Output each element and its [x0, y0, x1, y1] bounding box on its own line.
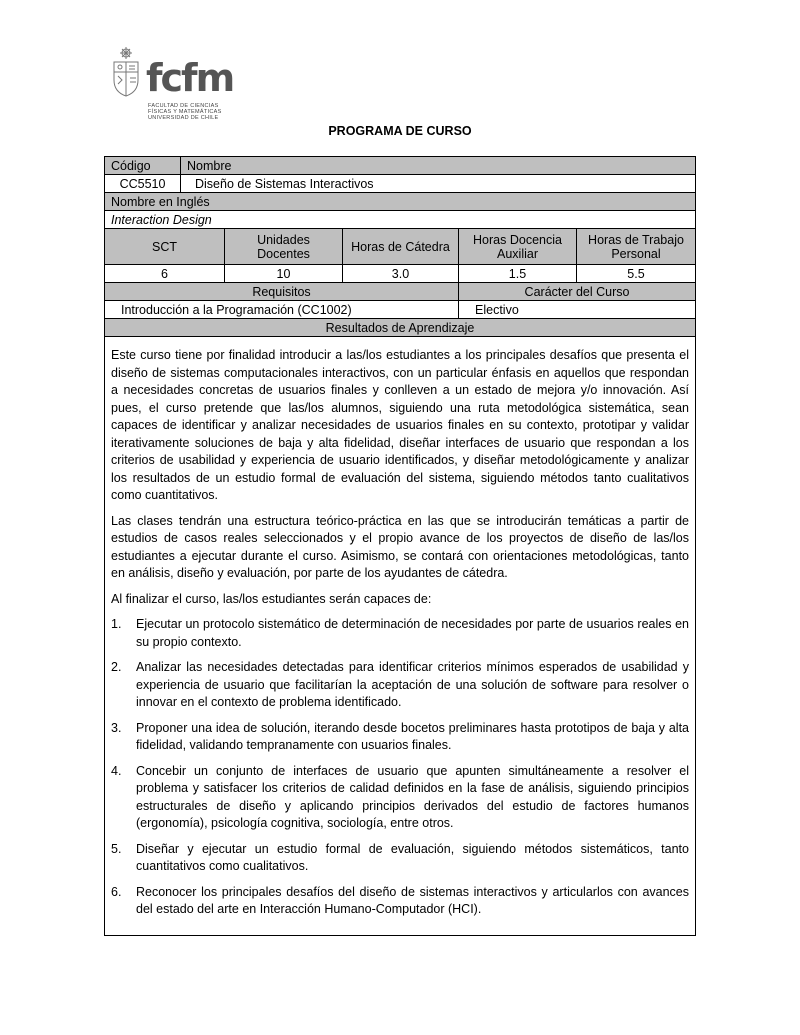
course-program-table: [104, 156, 696, 936]
learning-outcomes-header-row: [105, 319, 695, 337]
logo-wordmark: fcfm: [146, 56, 234, 100]
course-name: Diseño de Sistemas Interactivos: [195, 176, 374, 191]
requirements-value: Introducción a la Programación (CC1002): [105, 301, 459, 318]
list-item: [111, 884, 689, 919]
teaching-units-value: 10: [225, 265, 343, 282]
list-item-number: 5.: [111, 841, 122, 856]
sct-value: 6: [105, 265, 225, 282]
list-item-number: 1.: [111, 617, 122, 631]
hours-value-row: [105, 265, 695, 283]
requirements-header-row: [105, 283, 695, 301]
hours-header-row: [105, 229, 695, 265]
methodology-paragraph: Las clases tendrán una estructura teórico-práctica en las que se introducirán temáticas a partir de estudios de casos reales seleccionados y el propio avance de los proyectos de diseño de las/los estudiantes a ejecutar durante el curso. Asimismo, se contará con orientaciones metodológicas, tanto en análisis, diseño y evaluación, por parte de los ayudantes de cátedra.: [111, 513, 689, 580]
list-item-number: 4.: [111, 763, 122, 778]
document-title: PROGRAMA DE CURSO: [328, 124, 472, 138]
name-label: Nombre: [187, 158, 232, 173]
list-item-number: 2.: [111, 660, 122, 674]
teaching-units-header: Unidades Docentes: [225, 229, 343, 264]
auxiliary-hours-header: Horas Docencia Auxiliar: [459, 229, 577, 264]
english-name-row: [105, 211, 695, 229]
english-name: Interaction Design: [111, 212, 212, 227]
logo-subtitle: FACULTAD DE CIENCIAS FÍSICAS Y MATEMÁTICAS UNIVERSIDAD DE CHILE: [148, 103, 222, 121]
code-label: Código: [105, 157, 181, 174]
english-name-header-row: [105, 193, 695, 211]
list-item-text: Ejecutar un protocolo sistemático de determinación de necesidades por parte de usuarios reales en su propio contexto.: [136, 617, 689, 649]
faculty-logo: [108, 46, 243, 126]
description-paragraph: Este curso tiene por finalidad introducir a las/los estudiantes a los principales desafíos que presenta el diseño de sistemas computacionales interactivos, con un particular énfasis en aquellos que respondan a necesidades concretas de usuarios finales y conlleven a un estado de mejora y/o innovación. Así pues, el curso pretende que las/los alumnos, siguiendo una ruta metodológica sistemática, sean capaces de identificar y analizar necesidades de usuarios finales en su contexto, prototipar y validar iterativamente soluciones de baja y alta fidelidad, diseñar interfaces de usuario que respondan a los criterios de usabilidad y experiencia de usuario identificados, y diseñar metodológicamente y analizar los resultados de un estudio formal de evaluación del sistema, siguiendo métodos tanto cualitativos como cuantitativos.: [111, 348, 689, 502]
course-character-label: Carácter del Curso: [524, 284, 630, 299]
list-item-text: Proponer una idea de solución, iterando desde bocetos preliminares hasta prototipos de baja y alta fidelidad, validando tempranamente con usuarios finales.: [136, 720, 689, 752]
list-item: [111, 841, 689, 876]
list-item: [111, 720, 689, 755]
lecture-hours-header: Horas de Cátedra: [343, 229, 459, 264]
personal-work-hours-value: 5.5: [627, 266, 645, 281]
list-item: [111, 616, 689, 651]
lecture-hours-value: 3.0: [343, 265, 459, 282]
requirements-label: Requisitos: [105, 283, 459, 300]
code-name-value-row: [105, 175, 695, 193]
learning-outcomes-body: [111, 347, 689, 927]
objectives-intro: Al finalizar el curso, las/los estudiantes serán capaces de:: [111, 591, 432, 606]
list-item-text: Concebir un conjunto de interfaces de usuario que apunten simultáneamente a resolver el problema y satisfacer los criterios de calidad definidos en la fase de análisis, siguiendo principios estructurales de diseño y aplicando principios derivados del estudio de factores humanos (ergonomía), psicología cognitiva, sociología, entre otros.: [136, 763, 689, 830]
auxiliary-hours-value: 1.5: [459, 265, 577, 282]
sct-header: SCT: [105, 229, 225, 264]
list-item: [111, 659, 689, 712]
requirements-value-row: [105, 301, 695, 319]
university-seal-icon: [108, 46, 144, 98]
list-item-text: Reconocer los principales desafíos del diseño de sistemas interactivos y articularlos con avances del estado del arte en Interacción Humano-Computador (HCI).: [136, 884, 689, 916]
list-item-text: Diseñar y ejecutar un estudio formal de evaluación, siguiendo métodos sistemáticos, tanto cuantitativos como cualitativos.: [136, 841, 689, 873]
learning-outcomes-label: Resultados de Aprendizaje: [325, 320, 475, 335]
course-character-value: Electivo: [475, 302, 519, 317]
list-item-text: Analizar las necesidades detectadas para identificar criterios mínimos esperados de usabilidad y experiencia de usuario que facilitarían la aceptación de una solución de software para resolver o innovar en el contexto de problema identificado.: [136, 660, 689, 709]
list-item-number: 3.: [111, 720, 122, 735]
english-name-label: Nombre en Inglés: [111, 194, 210, 209]
list-item: [111, 763, 689, 833]
course-code: CC5510: [105, 175, 181, 192]
personal-work-hours-header: Horas de Trabajo Personal: [588, 232, 684, 261]
list-item-number: 6.: [111, 884, 122, 899]
code-name-header-row: [105, 157, 695, 175]
